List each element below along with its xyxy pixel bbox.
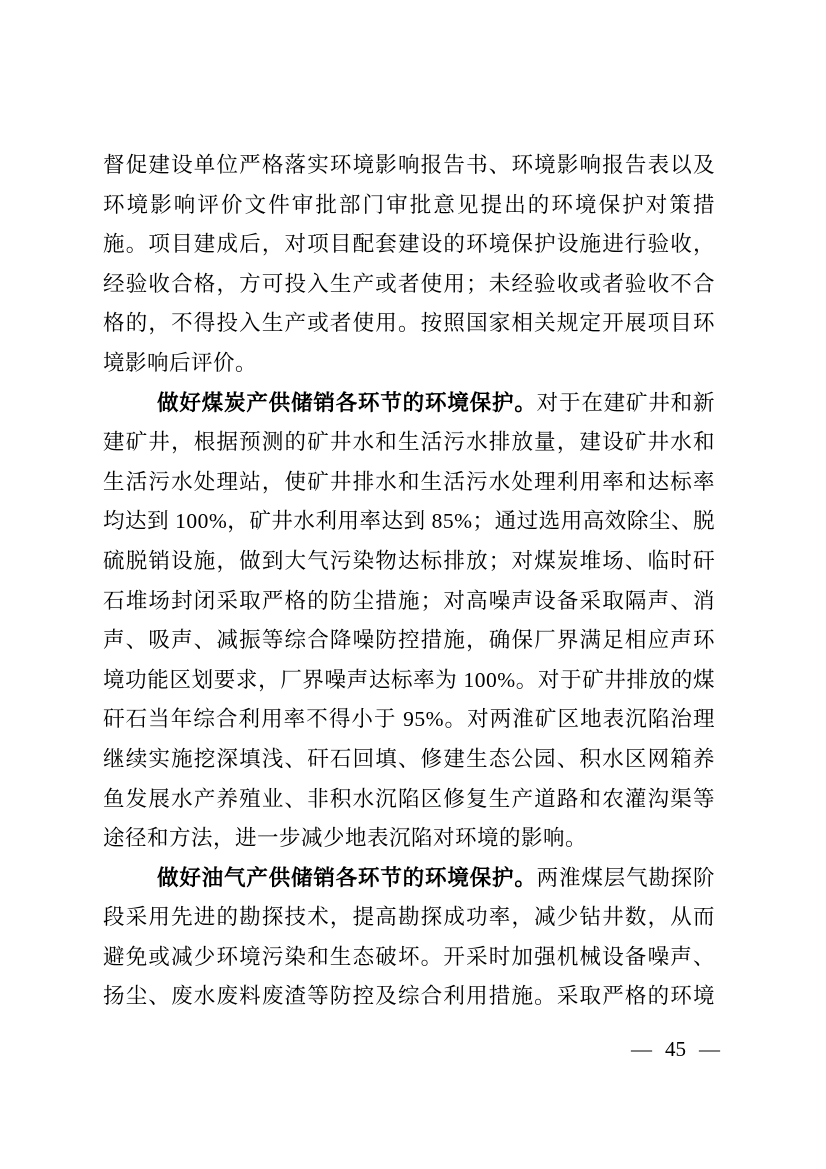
text-line: 境影响后评价。: [103, 350, 258, 375]
text-line: 扬尘、废水废料废渣等防控及综合利用措施。采取严格的环境: [103, 984, 715, 1009]
page-body-text: [103, 146, 715, 1017]
text-line: 避免或减少环境污染和生态破坏。开采时加强机械设备噪声、: [103, 944, 715, 969]
lead-line-text: 对于在建矿井和新: [536, 390, 715, 415]
text-line: 矸石当年综合利用率不得小于 95%。对两淮矿区地表沉陷治理: [103, 707, 715, 732]
paragraph-3: [103, 859, 715, 1017]
text-line: 施。项目建成后，对项目配套建设的环境保护设施进行验收，: [103, 232, 715, 257]
paragraph-lead-line: [103, 384, 715, 424]
bold-section-heading: 做好油气产供储销各环节的环境保护。: [157, 865, 537, 890]
text-line: 鱼发展水产养殖业、非积水沉陷区修复生产道路和农灌沟渠等: [103, 786, 715, 811]
text-line: 境功能区划要求，厂界噪声达标率为 100%。对于矿井排放的煤: [103, 667, 715, 692]
text-line: 硫脱销设施，做到大气污染物达标排放；对煤炭堆场、临时矸: [103, 548, 715, 573]
paragraph-2: [103, 384, 715, 859]
text-line: 石堆场封闭采取严格的防尘措施；对高噪声设备采取隔声、消: [103, 588, 715, 613]
text-line: 继续实施挖深填浅、矸石回填、修建生态公园、积水区网箱养: [103, 746, 715, 771]
paragraph-1: [103, 146, 715, 384]
text-line: 格的，不得投入生产或者使用。按照国家相关规定开展项目环: [103, 311, 715, 336]
footer-right-dash: —: [699, 1037, 720, 1061]
page-number-footer: [631, 1037, 720, 1061]
text-line: 经验收合格，方可投入生产或者使用；未经验收或者验收不合: [103, 271, 715, 296]
text-line: 途径和方法，进一步减少地表沉陷对环境的影响。: [103, 826, 588, 851]
paragraph-lead-line: [103, 859, 715, 899]
text-line: 段采用先进的勘探技术，提高勘探成功率，减少钻井数，从而: [103, 905, 715, 930]
page-number: 45: [665, 1037, 686, 1061]
text-line: 均达到 100%，矿井水利用率达到 85%；通过选用高效除尘、脱: [103, 509, 715, 534]
text-line: 生活污水处理站，使矿井排水和生活污水处理利用率和达标率: [103, 469, 715, 494]
lead-line-text: 两淮煤层气勘探阶: [536, 865, 715, 890]
footer-left-dash: —: [631, 1037, 652, 1061]
text-line: 督促建设单位严格落实环境影响报告书、环境影响报告表以及: [103, 153, 715, 177]
bold-section-heading: 做好煤炭产供储销各环节的环境保护。: [157, 390, 537, 415]
text-line: 环境影响评价文件审批部门审批意见提出的环境保护对策措: [103, 192, 715, 217]
text-line: 建矿井，根据预测的矿井水和生活污水排放量，建设矿井水和: [103, 430, 715, 455]
text-line: 声、吸声、减振等综合降噪防控措施，确保厂界满足相应声环: [103, 628, 715, 653]
